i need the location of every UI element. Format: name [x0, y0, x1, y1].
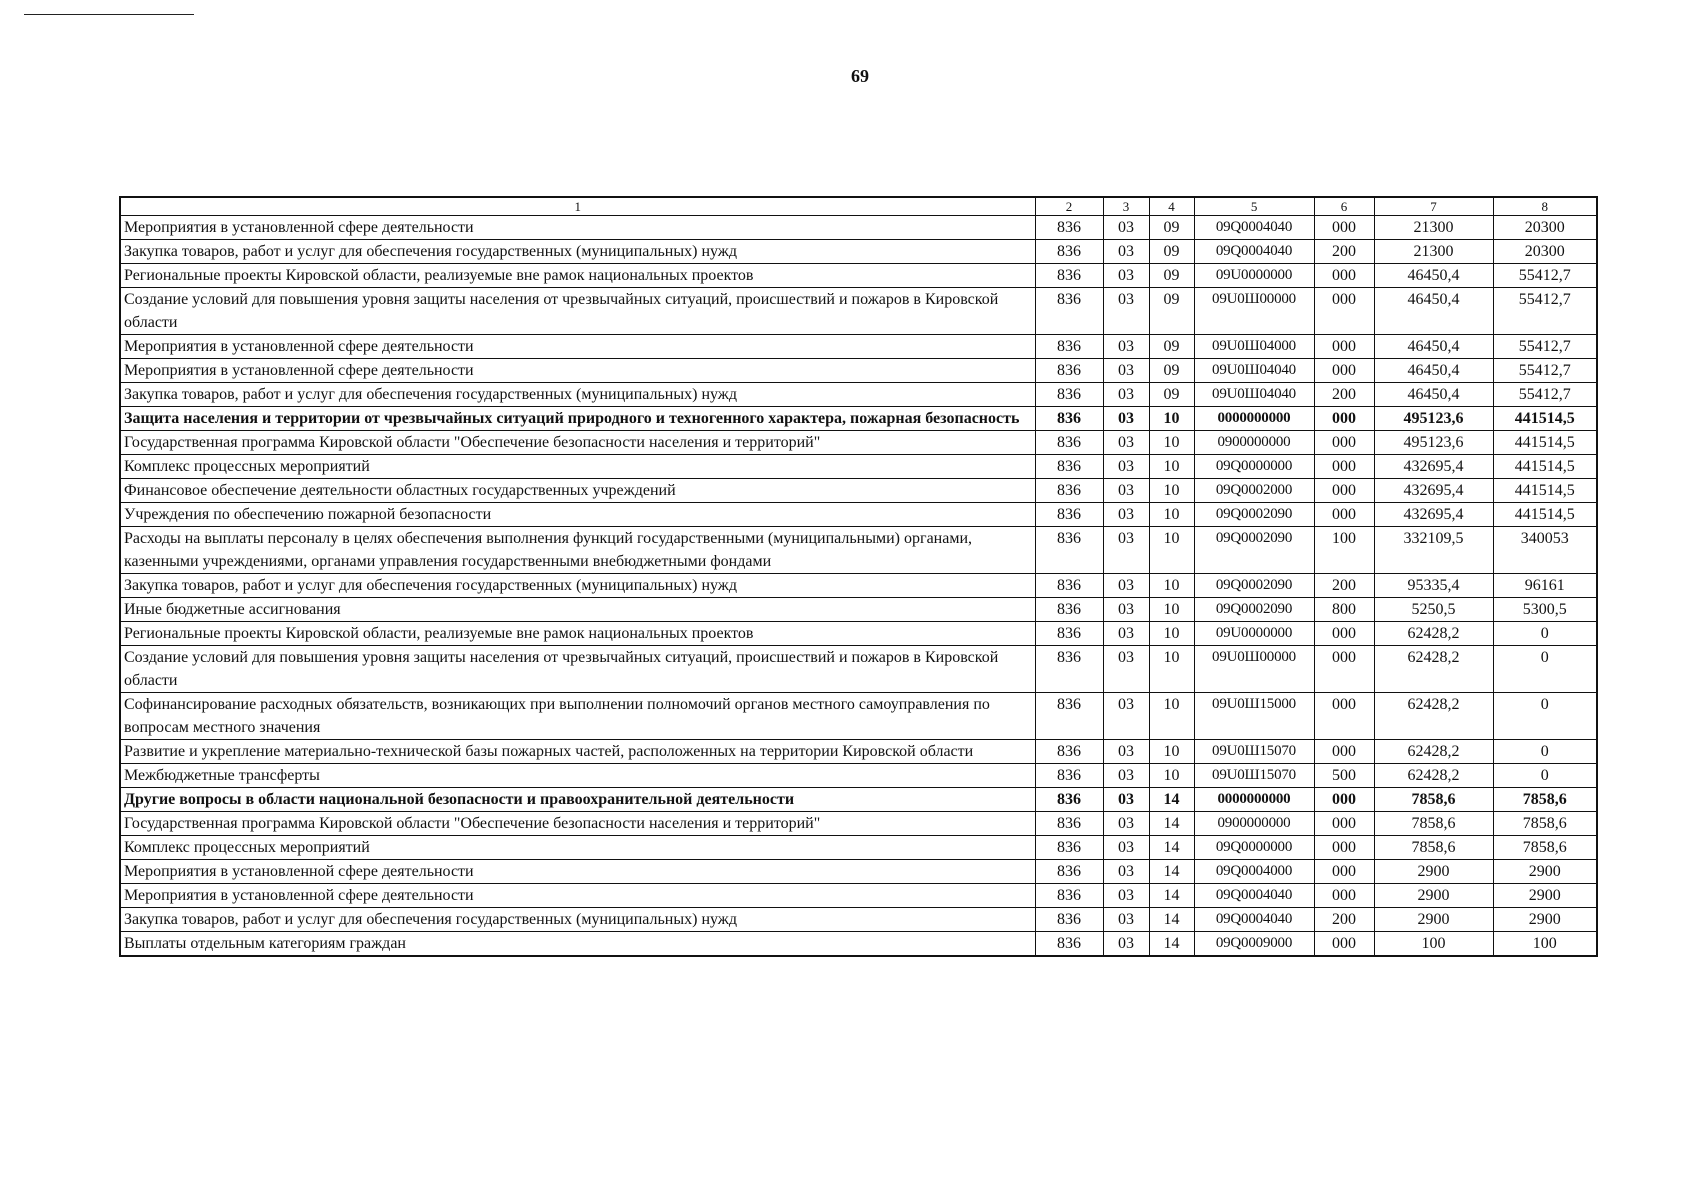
- table-header-row: [120, 197, 1597, 216]
- row-amount-year1: 7858,6: [1374, 812, 1493, 836]
- table-row: [120, 622, 1597, 646]
- row-code-target: 09Q0004040: [1194, 216, 1314, 240]
- row-amount-year2: 55412,7: [1493, 335, 1597, 359]
- row-code-expense-type: 000: [1314, 288, 1374, 335]
- row-amount-year2: 0: [1493, 740, 1597, 764]
- row-code-target: 09Q0000000: [1194, 455, 1314, 479]
- row-amount-year2: 7858,6: [1493, 788, 1597, 812]
- row-code-grbs: 836: [1035, 788, 1103, 812]
- row-description: Другие вопросы в области национальной безопасности и правоохранительной деятельности: [120, 788, 1035, 812]
- row-code-target: 0900000000: [1194, 812, 1314, 836]
- row-code-target: 0000000000: [1194, 407, 1314, 431]
- row-code-grbs: 836: [1035, 693, 1103, 740]
- row-amount-year1: 46450,4: [1374, 383, 1493, 407]
- table-row: [120, 693, 1597, 740]
- table-row: [120, 216, 1597, 240]
- row-code-expense-type: 000: [1314, 359, 1374, 383]
- row-code-expense-type: 000: [1314, 479, 1374, 503]
- row-amount-year1: 62428,2: [1374, 740, 1493, 764]
- row-code-target: 09Q0004040: [1194, 240, 1314, 264]
- row-code-section: 03: [1103, 335, 1149, 359]
- table-row: [120, 646, 1597, 693]
- table-row: [120, 740, 1597, 764]
- row-amount-year1: 2900: [1374, 860, 1493, 884]
- row-description: Закупка товаров, работ и услуг для обеспечения государственных (муниципальных) нужд: [120, 240, 1035, 264]
- row-code-grbs: 836: [1035, 383, 1103, 407]
- row-code-grbs: 836: [1035, 216, 1103, 240]
- table-row: [120, 240, 1597, 264]
- page-number: 69: [851, 66, 869, 86]
- row-amount-year2: 20300: [1493, 216, 1597, 240]
- row-code-subsection: 10: [1149, 527, 1194, 574]
- row-code-target: 09U0Ш15070: [1194, 764, 1314, 788]
- row-amount-year1: 46450,4: [1374, 288, 1493, 335]
- row-code-target: 0000000000: [1194, 788, 1314, 812]
- row-description: Иные бюджетные ассигнования: [120, 598, 1035, 622]
- row-code-grbs: 836: [1035, 646, 1103, 693]
- row-amount-year1: 46450,4: [1374, 359, 1493, 383]
- row-code-subsection: 09: [1149, 264, 1194, 288]
- row-description: Закупка товаров, работ и услуг для обеспечения государственных (муниципальных) нужд: [120, 908, 1035, 932]
- row-code-section: 03: [1103, 622, 1149, 646]
- row-code-target: 09U0Ш15000: [1194, 693, 1314, 740]
- table-row: [120, 503, 1597, 527]
- header-cell: 2: [1035, 197, 1103, 216]
- row-amount-year1: 2900: [1374, 908, 1493, 932]
- row-code-section: 03: [1103, 908, 1149, 932]
- row-description: Расходы на выплаты персоналу в целях обеспечения выполнения функций государственными (муниципальными) органами, казенными учреждениями, органами управления государственными внебюджетными фондами: [120, 527, 1035, 574]
- row-amount-year1: 62428,2: [1374, 764, 1493, 788]
- row-code-section: 03: [1103, 884, 1149, 908]
- row-code-expense-type: 200: [1314, 574, 1374, 598]
- row-amount-year2: 55412,7: [1493, 359, 1597, 383]
- row-code-grbs: 836: [1035, 622, 1103, 646]
- table-row: [120, 836, 1597, 860]
- row-amount-year1: 62428,2: [1374, 622, 1493, 646]
- row-amount-year2: 100: [1493, 932, 1597, 957]
- row-amount-year1: 46450,4: [1374, 264, 1493, 288]
- row-code-grbs: 836: [1035, 431, 1103, 455]
- row-amount-year2: 96161: [1493, 574, 1597, 598]
- row-amount-year2: 441514,5: [1493, 431, 1597, 455]
- table-row: [120, 383, 1597, 407]
- row-code-target: 09U0000000: [1194, 264, 1314, 288]
- row-amount-year2: 20300: [1493, 240, 1597, 264]
- row-description: Мероприятия в установленной сфере деятельности: [120, 359, 1035, 383]
- row-description: Мероприятия в установленной сфере деятельности: [120, 884, 1035, 908]
- row-code-expense-type: 000: [1314, 812, 1374, 836]
- row-code-expense-type: 000: [1314, 932, 1374, 957]
- row-description: Софинансирование расходных обязательств, возникающих при выполнении полномочий органов местного самоуправления по вопросам местного значения: [120, 693, 1035, 740]
- row-code-expense-type: 000: [1314, 860, 1374, 884]
- row-code-subsection: 10: [1149, 598, 1194, 622]
- row-code-grbs: 836: [1035, 288, 1103, 335]
- table-row: [120, 407, 1597, 431]
- row-amount-year1: 432695,4: [1374, 503, 1493, 527]
- row-code-grbs: 836: [1035, 527, 1103, 574]
- row-description: Создание условий для повышения уровня защиты населения от чрезвычайных ситуаций, происшествий и пожаров в Кировской области: [120, 288, 1035, 335]
- row-code-section: 03: [1103, 288, 1149, 335]
- row-code-subsection: 09: [1149, 288, 1194, 335]
- row-code-expense-type: 100: [1314, 527, 1374, 574]
- row-code-subsection: 09: [1149, 240, 1194, 264]
- table-row: [120, 788, 1597, 812]
- row-amount-year1: 432695,4: [1374, 479, 1493, 503]
- row-code-subsection: 14: [1149, 836, 1194, 860]
- row-code-target: 09Q0009000: [1194, 932, 1314, 957]
- row-code-target: 09Q0004040: [1194, 884, 1314, 908]
- row-code-expense-type: 200: [1314, 908, 1374, 932]
- row-code-expense-type: 000: [1314, 335, 1374, 359]
- table-row: [120, 932, 1597, 957]
- row-code-expense-type: 000: [1314, 646, 1374, 693]
- row-description: Финансовое обеспечение деятельности областных государственных учреждений: [120, 479, 1035, 503]
- row-description: Региональные проекты Кировской области, реализуемые вне рамок национальных проектов: [120, 264, 1035, 288]
- row-code-grbs: 836: [1035, 598, 1103, 622]
- row-code-expense-type: 000: [1314, 407, 1374, 431]
- table-row: [120, 860, 1597, 884]
- row-code-subsection: 14: [1149, 908, 1194, 932]
- row-code-section: 03: [1103, 836, 1149, 860]
- top-rule: [24, 14, 194, 15]
- row-code-subsection: 10: [1149, 455, 1194, 479]
- row-code-expense-type: 500: [1314, 764, 1374, 788]
- row-amount-year2: 441514,5: [1493, 479, 1597, 503]
- row-code-grbs: 836: [1035, 407, 1103, 431]
- table-row: [120, 812, 1597, 836]
- row-code-expense-type: 000: [1314, 503, 1374, 527]
- row-code-expense-type: 000: [1314, 216, 1374, 240]
- row-code-target: 09Q0002000: [1194, 479, 1314, 503]
- table-row: [120, 908, 1597, 932]
- row-amount-year2: 0: [1493, 622, 1597, 646]
- row-code-subsection: 09: [1149, 335, 1194, 359]
- row-amount-year1: 7858,6: [1374, 788, 1493, 812]
- row-code-expense-type: 200: [1314, 383, 1374, 407]
- table-row: [120, 455, 1597, 479]
- row-code-subsection: 09: [1149, 216, 1194, 240]
- row-code-grbs: 836: [1035, 860, 1103, 884]
- row-code-target: 09Q0002090: [1194, 527, 1314, 574]
- row-code-subsection: 10: [1149, 431, 1194, 455]
- row-code-expense-type: 000: [1314, 264, 1374, 288]
- row-code-expense-type: 800: [1314, 598, 1374, 622]
- row-code-grbs: 836: [1035, 812, 1103, 836]
- row-code-expense-type: 000: [1314, 622, 1374, 646]
- table-row: [120, 884, 1597, 908]
- table-row: [120, 527, 1597, 574]
- row-code-section: 03: [1103, 932, 1149, 957]
- table-row: [120, 431, 1597, 455]
- row-code-grbs: 836: [1035, 359, 1103, 383]
- row-amount-year1: 62428,2: [1374, 646, 1493, 693]
- row-code-section: 03: [1103, 240, 1149, 264]
- row-amount-year2: 2900: [1493, 860, 1597, 884]
- table-row: [120, 479, 1597, 503]
- row-amount-year1: 495123,6: [1374, 407, 1493, 431]
- table-row: [120, 764, 1597, 788]
- row-code-section: 03: [1103, 479, 1149, 503]
- row-code-section: 03: [1103, 455, 1149, 479]
- header-cell: 4: [1149, 197, 1194, 216]
- row-amount-year2: 441514,5: [1493, 455, 1597, 479]
- row-code-section: 03: [1103, 693, 1149, 740]
- row-amount-year1: 46450,4: [1374, 335, 1493, 359]
- row-code-grbs: 836: [1035, 908, 1103, 932]
- row-code-target: 09U0Ш04040: [1194, 359, 1314, 383]
- header-cell: 3: [1103, 197, 1149, 216]
- row-code-expense-type: 000: [1314, 431, 1374, 455]
- row-amount-year1: 21300: [1374, 216, 1493, 240]
- row-code-subsection: 09: [1149, 359, 1194, 383]
- row-code-subsection: 10: [1149, 693, 1194, 740]
- row-amount-year1: 432695,4: [1374, 455, 1493, 479]
- row-code-target: 09U0000000: [1194, 622, 1314, 646]
- table-row: [120, 335, 1597, 359]
- row-code-expense-type: 000: [1314, 693, 1374, 740]
- row-amount-year1: 95335,4: [1374, 574, 1493, 598]
- row-amount-year1: 21300: [1374, 240, 1493, 264]
- row-code-grbs: 836: [1035, 932, 1103, 957]
- row-code-section: 03: [1103, 812, 1149, 836]
- row-code-expense-type: 000: [1314, 836, 1374, 860]
- row-code-section: 03: [1103, 407, 1149, 431]
- row-code-subsection: 10: [1149, 622, 1194, 646]
- row-code-subsection: 14: [1149, 932, 1194, 957]
- row-code-section: 03: [1103, 574, 1149, 598]
- row-amount-year1: 5250,5: [1374, 598, 1493, 622]
- row-description: Создание условий для повышения уровня защиты населения от чрезвычайных ситуаций, происшествий и пожаров в Кировской области: [120, 646, 1035, 693]
- row-code-section: 03: [1103, 764, 1149, 788]
- header-cell: 5: [1194, 197, 1314, 216]
- row-description: Защита населения и территории от чрезвычайных ситуаций природного и техногенного характера, пожарная безопасность: [120, 407, 1035, 431]
- row-code-grbs: 836: [1035, 335, 1103, 359]
- table-row: [120, 359, 1597, 383]
- table-body: [120, 197, 1597, 956]
- row-code-expense-type: 000: [1314, 884, 1374, 908]
- row-amount-year1: 2900: [1374, 884, 1493, 908]
- table-row: [120, 288, 1597, 335]
- row-amount-year2: 55412,7: [1493, 288, 1597, 335]
- row-amount-year2: 441514,5: [1493, 407, 1597, 431]
- row-description: Закупка товаров, работ и услуг для обеспечения государственных (муниципальных) нужд: [120, 383, 1035, 407]
- row-description: Учреждения по обеспечению пожарной безопасности: [120, 503, 1035, 527]
- row-code-subsection: 09: [1149, 383, 1194, 407]
- row-code-grbs: 836: [1035, 479, 1103, 503]
- row-description: Развитие и укрепление материально-технической базы пожарных частей, расположенных на территории Кировской области: [120, 740, 1035, 764]
- row-code-target: 09U0Ш04000: [1194, 335, 1314, 359]
- row-code-grbs: 836: [1035, 764, 1103, 788]
- row-code-grbs: 836: [1035, 884, 1103, 908]
- row-code-expense-type: 000: [1314, 740, 1374, 764]
- row-code-section: 03: [1103, 788, 1149, 812]
- row-code-grbs: 836: [1035, 740, 1103, 764]
- row-code-section: 03: [1103, 216, 1149, 240]
- row-amount-year2: 5300,5: [1493, 598, 1597, 622]
- row-description: Межбюджетные трансферты: [120, 764, 1035, 788]
- row-code-section: 03: [1103, 383, 1149, 407]
- row-description: Выплаты отдельным категориям граждан: [120, 932, 1035, 957]
- row-code-target: 0900000000: [1194, 431, 1314, 455]
- row-code-grbs: 836: [1035, 240, 1103, 264]
- row-code-subsection: 14: [1149, 812, 1194, 836]
- row-amount-year2: 0: [1493, 646, 1597, 693]
- row-code-grbs: 836: [1035, 264, 1103, 288]
- row-code-target: 09Q0002090: [1194, 598, 1314, 622]
- row-code-expense-type: 000: [1314, 455, 1374, 479]
- row-code-subsection: 10: [1149, 764, 1194, 788]
- row-amount-year2: 340053: [1493, 527, 1597, 574]
- row-code-subsection: 10: [1149, 646, 1194, 693]
- table-row: [120, 598, 1597, 622]
- table-row: [120, 264, 1597, 288]
- row-description: Государственная программа Кировской области "Обеспечение безопасности населения и территорий": [120, 812, 1035, 836]
- row-description: Комплекс процессных мероприятий: [120, 455, 1035, 479]
- row-amount-year2: 0: [1493, 693, 1597, 740]
- row-code-grbs: 836: [1035, 574, 1103, 598]
- row-code-grbs: 836: [1035, 455, 1103, 479]
- row-code-section: 03: [1103, 646, 1149, 693]
- row-code-subsection: 14: [1149, 788, 1194, 812]
- header-cell: 8: [1493, 197, 1597, 216]
- row-code-section: 03: [1103, 359, 1149, 383]
- row-amount-year2: 0: [1493, 764, 1597, 788]
- row-amount-year2: 2900: [1493, 908, 1597, 932]
- row-code-target: 09Q0004040: [1194, 908, 1314, 932]
- row-code-section: 03: [1103, 860, 1149, 884]
- header-cell: 6: [1314, 197, 1374, 216]
- row-description: Комплекс процессных мероприятий: [120, 836, 1035, 860]
- row-code-target: 09Q0002090: [1194, 574, 1314, 598]
- row-code-section: 03: [1103, 740, 1149, 764]
- row-code-subsection: 10: [1149, 407, 1194, 431]
- row-code-target: 09Q0000000: [1194, 836, 1314, 860]
- row-amount-year1: 332109,5: [1374, 527, 1493, 574]
- row-description: Государственная программа Кировской области "Обеспечение безопасности населения и территорий": [120, 431, 1035, 455]
- row-code-section: 03: [1103, 527, 1149, 574]
- row-code-subsection: 10: [1149, 740, 1194, 764]
- row-amount-year2: 7858,6: [1493, 836, 1597, 860]
- header-cell: 1: [120, 197, 1035, 216]
- row-code-expense-type: 200: [1314, 240, 1374, 264]
- row-code-subsection: 10: [1149, 479, 1194, 503]
- row-code-subsection: 14: [1149, 884, 1194, 908]
- row-code-target: 09Q0002090: [1194, 503, 1314, 527]
- row-code-target: 09Q0004000: [1194, 860, 1314, 884]
- row-code-target: 09U0Ш00000: [1194, 288, 1314, 335]
- row-code-target: 09U0Ш04040: [1194, 383, 1314, 407]
- row-amount-year1: 7858,6: [1374, 836, 1493, 860]
- row-description: Мероприятия в установленной сфере деятельности: [120, 216, 1035, 240]
- row-code-target: 09U0Ш00000: [1194, 646, 1314, 693]
- row-amount-year2: 7858,6: [1493, 812, 1597, 836]
- row-code-subsection: 14: [1149, 860, 1194, 884]
- row-code-section: 03: [1103, 503, 1149, 527]
- row-amount-year2: 55412,7: [1493, 383, 1597, 407]
- row-code-grbs: 836: [1035, 503, 1103, 527]
- row-amount-year2: 55412,7: [1493, 264, 1597, 288]
- row-code-target: 09U0Ш15070: [1194, 740, 1314, 764]
- row-code-expense-type: 000: [1314, 788, 1374, 812]
- row-amount-year1: 495123,6: [1374, 431, 1493, 455]
- row-amount-year1: 100: [1374, 932, 1493, 957]
- row-amount-year1: 62428,2: [1374, 693, 1493, 740]
- row-description: Мероприятия в установленной сфере деятельности: [120, 335, 1035, 359]
- row-code-grbs: 836: [1035, 836, 1103, 860]
- row-code-section: 03: [1103, 264, 1149, 288]
- header-cell: 7: [1374, 197, 1493, 216]
- row-code-subsection: 10: [1149, 574, 1194, 598]
- row-amount-year2: 441514,5: [1493, 503, 1597, 527]
- row-description: Закупка товаров, работ и услуг для обеспечения государственных (муниципальных) нужд: [120, 574, 1035, 598]
- row-description: Региональные проекты Кировской области, реализуемые вне рамок национальных проектов: [120, 622, 1035, 646]
- budget-table: [119, 196, 1598, 957]
- row-description: Мероприятия в установленной сфере деятельности: [120, 860, 1035, 884]
- row-code-section: 03: [1103, 598, 1149, 622]
- row-code-subsection: 10: [1149, 503, 1194, 527]
- row-amount-year2: 2900: [1493, 884, 1597, 908]
- row-code-section: 03: [1103, 431, 1149, 455]
- table-row: [120, 574, 1597, 598]
